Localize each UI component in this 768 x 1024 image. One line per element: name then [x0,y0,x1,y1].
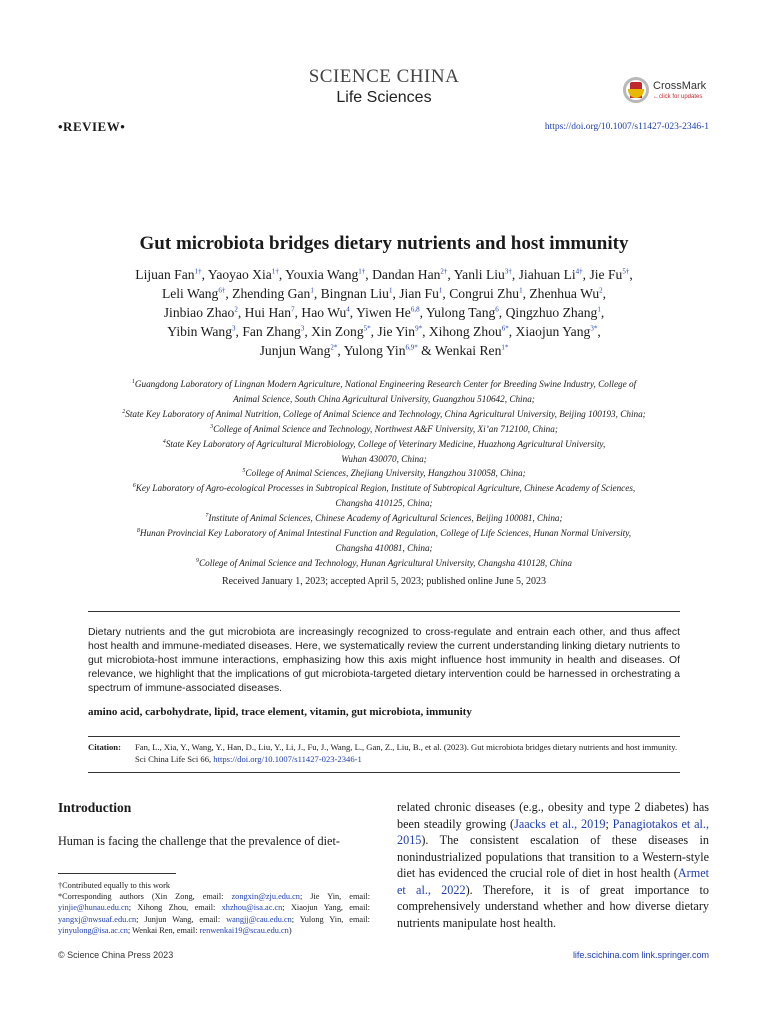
footnote-corresponding-authors [58,891,370,936]
author-affiliation-mark[interactable]: 4† [575,267,583,276]
author-name: Qingzhuo Zhang [505,305,598,320]
author-affiliation-mark[interactable]: 1† [271,267,279,276]
copyright: © Science China Press 2023 [58,950,174,960]
article-type: •REVIEW• [58,119,126,134]
author-affiliation-mark[interactable]: 1 [438,286,443,295]
divider [88,736,680,737]
author-name: Jian Fu [399,286,439,301]
author-affiliation-mark[interactable]: 1 [388,286,393,295]
footnote-divider [58,873,176,874]
article-title: Gut microbiota bridges dietary nutrients and host immunity [139,233,629,254]
author-affiliation-mark[interactable]: 4 [346,305,350,314]
citation-doi-link[interactable]: https://doi.org/10.1007/s11427-023-2346-1 [213,753,362,764]
footnote-text: ; Yulong Yin, email: [291,914,370,924]
crossmark-badge[interactable] [623,75,723,105]
reference-link[interactable]: Jaacks et al., 2019 [514,816,606,831]
author-name: Jinbiao Zhao [163,305,235,320]
footnote-text: *Corresponding authors (Xin Zong, email: [58,892,232,902]
author-affiliation-mark[interactable]: 3 [232,324,236,333]
footnote-text: ; Xihong Zhou, email: [128,903,222,913]
author-list [70,265,698,360]
affiliation-line: $^6$Key Laboratory of Agro-ecological Processes in Subtropical Region, Institute of Subtropical Agriculture, Chinese Academy of Sciences, [132,483,636,494]
intro-left-column: Human is facing the challenge that the prevalence of diet- [58,834,340,848]
body-text: related chronic diseases (e.g., obesity and type 2 diabetes) has been steadily growing ( [397,800,709,831]
author-name: Jie Yin [377,324,416,339]
affiliation-line: Changsha 410081, China; [335,542,433,553]
email-link[interactable]: renwenkai19@scau.edu.cn [199,925,289,935]
journal-name: SCIENCE CHINA [308,66,460,87]
abstract: Dietary nutrients and the gut microbiota are increasingly recognized to cross-regulate and entrain each other, and thus affect host health and immune-mediated diseases. Here, we systematically review the current understanding linking dietary nutrients to gut microbiota-host immune interactions, emphasizing how this axis might influence host immunity in health and diseases. Of relevance, we highlight that the implications of gut microbiota-targeted dietary intervention could be harnessed in orchestrating a spectrum of immune-associated diseases. [88,627,680,694]
author-name: Wenkai Ren [434,343,502,358]
author-name: Xihong Zhou [428,324,502,339]
author-name: Junjun Wang [259,343,331,358]
author-affiliation-mark[interactable]: 6,8 [410,305,420,314]
author-affiliation-mark[interactable]: 2 [599,286,603,295]
email-link[interactable]: yinjie@hunau.edu.cn [58,903,129,913]
author-affiliation-mark[interactable]: 9* [415,324,423,333]
footer-links[interactable]: life.scichina.com link.springer.com [572,950,709,960]
author-name: Hao Wu [301,305,347,320]
affiliation-line: $^2$State Key Laboratory of Animal Nutrition, College of Animal Science and Technology, China Agricultural University, Beijing 100193, China; [122,408,646,419]
author-affiliation-mark[interactable]: 7 [291,305,295,314]
author-affiliation-mark[interactable]: 2* [330,343,338,352]
author-name: Yulong Yin [343,343,406,358]
author-name: Youxia Wang [285,267,359,282]
author-name: Jie Fu [589,267,623,282]
author-name: Yulong Tang [425,305,496,320]
affiliation-line: $^9$College of Animal Science and Technology, Hunan Agricultural University, Changsha 410128, China [196,557,572,568]
author-affiliation-mark[interactable]: 5* [363,324,371,333]
author-name: Leli Wang [161,286,219,301]
crossmark-title: CrossMark [653,79,707,92]
author-affiliation-mark[interactable]: 1 [597,305,601,314]
author-name: Lijuan Fan [135,267,195,282]
body-text: ). The consistent escalation of these diseases in nonindustrialized populations that transition to a Western-style diet has evidenced the crucial role of diet in host health ( [397,833,709,880]
author-affiliation-mark[interactable]: 1† [194,267,202,276]
author-name: Yanli Liu [453,267,505,282]
author-affiliation-mark[interactable]: 6 [495,305,499,314]
author-name: Hui Han [244,305,292,320]
affiliation-line: $^4$State Key Laboratory of Agricultural Microbiology, College of Veterinary Medicine, Huazhong Agricultural University, [162,438,606,449]
affiliation-line: Wuhan 430070, China; [341,453,427,464]
author-affiliation-mark[interactable]: 2 [234,305,238,314]
author-name: Zhending Gan [232,286,311,301]
divider [88,772,680,773]
affiliation-line: $^7$Institute of Animal Sciences, Chinese Academy of Agricultural Sciences, Beijing 100081, China; [205,513,563,524]
divider [88,611,680,612]
author-affiliation-mark[interactable]: 6,9* [405,343,418,352]
author-affiliation-mark[interactable]: 1* [501,343,509,352]
author-name: Xin Zong [311,324,364,339]
author-affiliation-mark[interactable]: 3† [504,267,512,276]
author-name: Yaoyao Xia [207,267,272,282]
affiliation-list [80,377,688,571]
body-text: ; [605,816,613,831]
email-link[interactable]: zongxin@zju.edu.cn [231,892,300,902]
author-name: Xiaojun Yang [515,324,591,339]
reference-link[interactable]: Armet et al., 2022 [397,866,709,897]
author-line: Yibin Wang$^3$, Fan Zhang$^3$, Xin Zong$^{5*}$, Jie Yin$^{9*}$, Xihong Zhou$^{6*}$, Xiaojun Yang$^{3*}$, [167,324,601,339]
footnote-text: ; Wenkai Ren, email: [127,925,200,935]
intro-right-column [397,799,709,931]
author-name: Dandan Han [372,267,441,282]
author-name: Jiahuan Li [518,267,576,282]
author-name: Bingnan Liu [320,286,389,301]
author-affiliation-mark[interactable]: 3* [590,324,598,333]
footnote-text: ) [288,925,292,935]
author-name: Yibin Wang [167,324,233,339]
author-affiliation-mark[interactable]: 3 [300,324,305,333]
citation-label: Citation: [88,742,121,752]
section-heading: Introduction [58,800,132,815]
author-affiliation-mark[interactable]: 6† [218,286,226,295]
footnote-equal-contribution: †Contributed equally to this work [58,881,170,890]
citation-block [88,742,680,765]
author-affiliation-mark[interactable]: 5† [622,267,630,276]
author-affiliation-mark[interactable]: 1 [310,286,314,295]
author-line: Leli Wang$^{6\dagger}$, Zhending Gan$^1$, Bingnan Liu$^1$, Jian Fu$^1$, Congrui Zhu$^1$, Zhenhua Wu$^2$, [161,286,607,301]
author-affiliation-mark[interactable]: 1 [519,286,523,295]
footnote-text: ; Jie Yin, email: [299,892,370,902]
affiliation-line: $^8$Hunan Provincial Key Laboratory of Animal Intestinal Function and Regulation, College of Life Sciences, Hunan Normal University, [136,528,632,539]
footnote-text: ; Xiaojun Yang, email: [282,903,370,913]
doi-link[interactable]: https://doi.org/10.1007/s11427-023-2346-1 [544,122,709,132]
footnotes [58,880,370,936]
affiliation-line: $^1$Guangdong Laboratory of Lingnan Modern Agriculture, National Engineering Research Center for Breeding Swine Industry, College of [131,378,637,389]
body-text: ). Therefore, it is of great importance to comprehensively understand whether and how diverse dietary nutrients manipulate host health. [397,882,709,930]
affiliation-line: $^5$College of Animal Sciences, Zhejiang University, Hangzhou 310058, China; [242,468,526,479]
author-affiliation-mark[interactable]: 6* [501,324,509,333]
affiliation-line: $^3$College of Animal Science and Technology, Northwest A&F University, Xi’an 712100, China; [210,423,558,434]
author-line: Junjun Wang$^{2*}$, Yulong Yin$^{6,9*}$ & Wenkai Ren$^{1*}$ [259,343,509,358]
affiliation-line: Changsha 410125, China; [335,498,433,509]
keywords: amino acid, carbohydrate, lipid, trace element, vitamin, gut microbiota, immunity [88,706,472,718]
email-link[interactable]: xhzhou@isa.ac.cn [221,903,283,913]
author-name: Congrui Zhu [449,286,520,301]
citation-text: Fan, L., Xia, Y., Wang, Y., Han, D., Liu, Y., Li, J., Fu, J., Wang, L., Gan, Z., Liu, B., et al. (2023). Gut microbiota bridges dietary nutrients and host immunity. Sci China Life Sci 66, [135,742,678,764]
author-name: Fan Zhang [242,324,301,339]
author-name: Yiwen He [356,305,411,320]
author-line: Jinbiao Zhao$^2$, Hui Han$^7$, Hao Wu$^4$, Yiwen He$^{6,8}$, Yulong Tang$^6$, Qingzhuo Zhang$^1$, [163,305,605,320]
author-affiliation-mark[interactable]: 1† [358,267,366,276]
email-link[interactable]: yangxj@nwsuaf.edu.cn [58,914,137,924]
crossmark-icon [623,77,649,103]
email-link[interactable]: yinyulong@isa.ac.cn [58,925,128,935]
reference-link[interactable]: Panagiotakos et al., 2015 [397,816,709,847]
received-dates: Received January 1, 2023; accepted April 5, 2023; published online June 5, 2023 [221,576,547,587]
email-link[interactable]: wangjj@cau.edu.cn [226,914,292,924]
footnote-text: ; Junjun Wang, email: [136,914,227,924]
author-affiliation-mark[interactable]: 2† [440,267,448,276]
author-name: Zhenhua Wu [529,286,600,301]
author-line: Lijuan Fan$^{1\dagger}$, Yaoyao Xia$^{1\dagger}$, Youxia Wang$^{1\dagger}$, Dandan Han$^{2\dagger}$, Yanli Liu$^{3\dagger}$, Jiahuan $Li^{4\dagger}$, Jie $Fu^{5\dagger}$, [135,267,633,282]
affiliation-line: Animal Science, South China Agricultural University, Guangzhou 510642, China; [233,393,535,404]
journal-subtitle: Life Sciences [336,89,432,106]
crossmark-subtitle: ←click for updates [653,93,703,100]
